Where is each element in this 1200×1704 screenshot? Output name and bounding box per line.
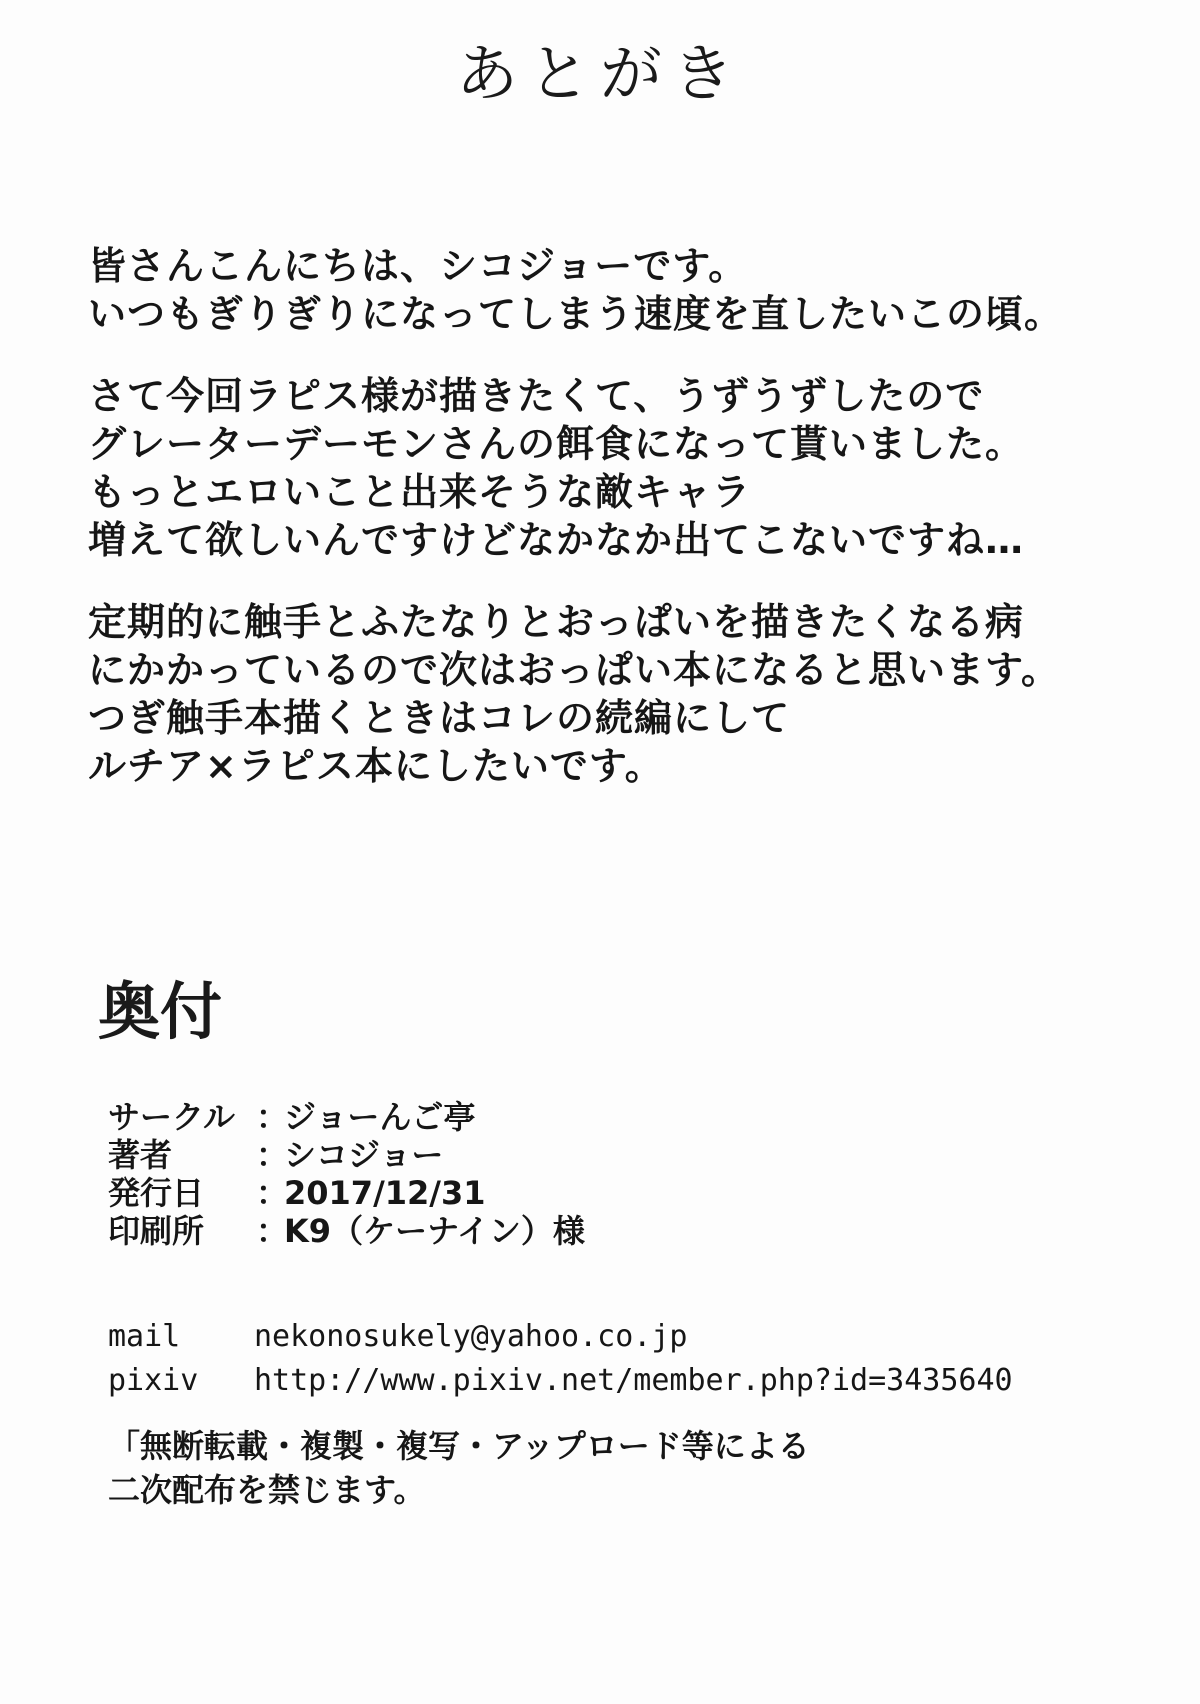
afterword-line: 定期的に触手とふたなりとおっぱいを描きたくなる病 (88, 600, 1025, 644)
copyright-notice (108, 1424, 810, 1512)
notice-line: 二次配布を禁じます。 (108, 1471, 426, 1509)
colophon-separator: ： (256, 1174, 289, 1212)
contact-label: mail (108, 1319, 181, 1354)
colophon-table (108, 1098, 585, 1250)
colophon-row-printer (108, 1212, 585, 1250)
colophon-separator: ： (256, 1212, 289, 1250)
colophon-separator: ： (256, 1136, 289, 1174)
contact-label: pixiv (108, 1363, 199, 1398)
afterword-paragraph (88, 372, 1168, 564)
afterword-line: もっとエロいこと出来そうな敵キャラ (88, 470, 752, 514)
colophon-label: 著者 (108, 1136, 173, 1174)
contact-url: http://www.pixiv.net/member.php?id=3435640 (254, 1363, 1013, 1398)
colophon-value: シコジョー (284, 1136, 444, 1174)
afterword-line: にかかっているので次はおっぱい本になると思います。 (88, 648, 1060, 692)
afterword-paragraph (88, 598, 1168, 790)
contact-email: nekonosukely@yahoo.co.jp (254, 1319, 688, 1354)
colophon-value: K9（ケーナイン）様 (284, 1212, 585, 1250)
afterword-line: ルチア×ラピス本にしたいです。 (88, 744, 664, 788)
afterword-line: いつもぎりぎりになってしまう速度を直したいこの頃。 (88, 292, 1064, 336)
colophon-row-date (108, 1174, 585, 1212)
contact-row-mail (108, 1315, 1013, 1359)
colophon-label: サークル (108, 1098, 236, 1136)
colophon-row-author (108, 1136, 585, 1174)
colophon-separator: ： (256, 1098, 289, 1136)
afterword-line: さて今回ラピス様が描きたくて、うずうずしたので (88, 374, 985, 418)
notice-line: 「無断転載・複製・複写・アップロード等による (108, 1427, 810, 1465)
afterword-paragraph (88, 242, 1168, 338)
afterword-body (88, 242, 1168, 824)
afterword-line: グレーターデーモンさんの餌食になって貰いました。 (88, 422, 1025, 466)
afterword-line: 皆さんこんにちは、シコジョーです。 (88, 244, 748, 288)
colophon-value: 2017/12/31 (284, 1174, 486, 1212)
contact-list (108, 1315, 1013, 1403)
page-title: あとがき (455, 37, 744, 110)
colophon-value: ジョーんご亭 (284, 1098, 476, 1136)
colophon-heading: 奥付 (98, 975, 223, 1048)
contact-row-pixiv (108, 1359, 1013, 1403)
afterword-line: 増えて欲しいんですけどなかなか出てこないですね… (88, 518, 1025, 562)
colophon-label: 発行日 (108, 1174, 205, 1212)
colophon-row-circle (108, 1098, 585, 1136)
afterword-line: つぎ触手本描くときはコレの続編にして (88, 696, 791, 740)
colophon-label: 印刷所 (108, 1212, 205, 1250)
